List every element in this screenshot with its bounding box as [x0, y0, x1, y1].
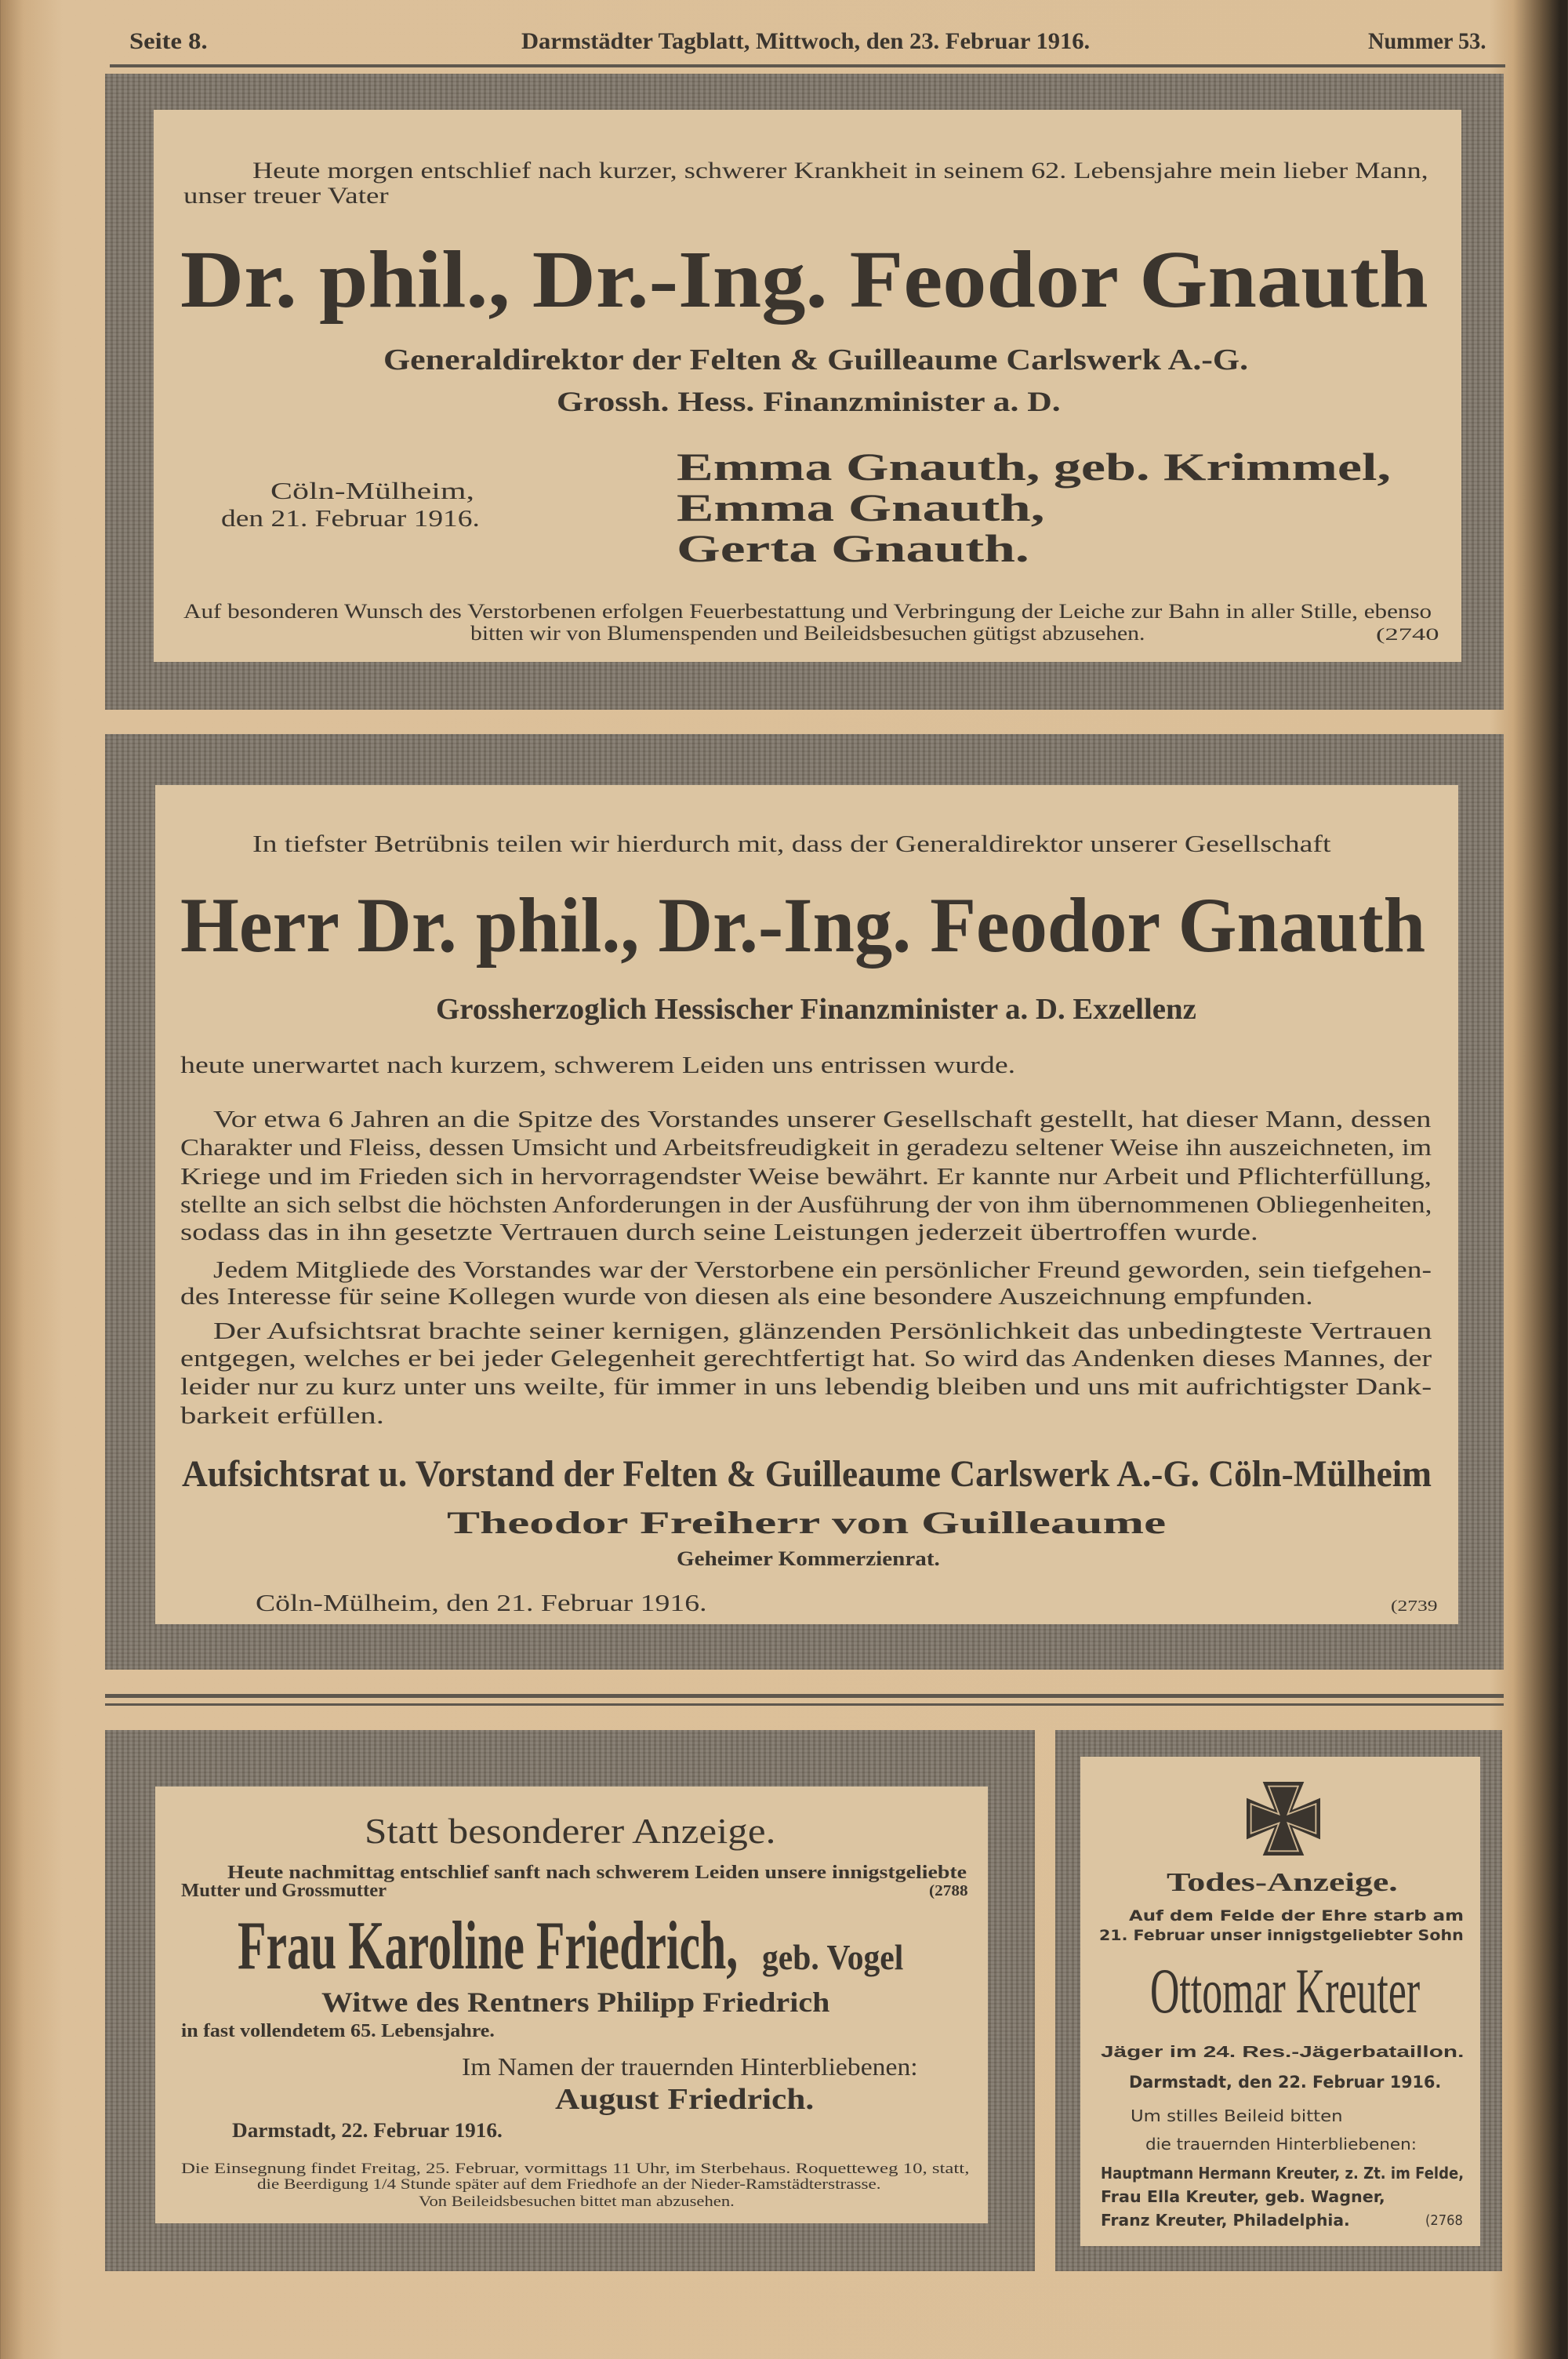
body-line-text: des Interesse für seine Kollegen wurde von diesen als eine besondere Auszeichnung empfunden.	[180, 1282, 1313, 1310]
notice-4-heading-text: Todes-Anzeige.	[1167, 1868, 1398, 1897]
notice-3-intro	[181, 1881, 387, 1900]
deceased-name-text: Frau Karoline Friedrich,	[238, 1908, 739, 1984]
divider	[105, 1694, 1504, 1698]
issue-number-text: Nummer 53.	[1368, 28, 1486, 54]
body-line	[180, 1374, 1432, 1398]
notice-3-footer-text: Von Beileidsbesuchen bittet man abzusehen.	[419, 2194, 735, 2210]
body-line	[180, 1135, 1432, 1159]
mourner-text: Gerta Gnauth.	[677, 526, 1029, 570]
body-line	[180, 1284, 1313, 1308]
place-date-text: Darmstadt, 22. Februar 1916.	[232, 2119, 503, 2142]
iron-cross-icon	[1247, 1782, 1320, 1856]
body-line-text: Charakter und Fleiss, dessen Umsicht und Arbeitsfreudigkeit in geradezu seltener Weise ihn auszeichneten, im	[180, 1133, 1432, 1161]
body-line	[180, 1219, 1258, 1244]
page-number	[129, 30, 208, 53]
mourner	[1101, 2189, 1385, 2205]
request	[1131, 2108, 1342, 2124]
on-behalf	[462, 2054, 918, 2079]
chairman	[447, 1507, 1166, 1539]
date	[221, 506, 480, 530]
maiden-name-text: geb. Vogel	[762, 1937, 904, 1977]
ad-reference-text: (2740	[1376, 624, 1439, 644]
deceased-name	[1150, 1955, 1421, 2026]
notice-3-heading	[365, 1813, 775, 1849]
body-line	[180, 1346, 1432, 1370]
page-number-text: Seite 8.	[129, 28, 208, 54]
deceased-name	[180, 881, 1426, 969]
chairman-text: Theodor Freiherr von Guilleaume	[447, 1505, 1167, 1540]
body-line-text: sodass das in ihn gesetzte Vertrauen durch seine Leistungen jederzeit übertroffen wurde.	[180, 1218, 1258, 1245]
notice-3-footer	[257, 2177, 880, 2192]
notice-2-lead	[180, 1052, 1015, 1077]
body-line-text: Vor etwa 6 Jahren an die Spitze des Vorstandes unserer Gesellschaft gestellt, hat dieser Mann, dessen	[213, 1105, 1432, 1132]
notice-1-intro-text: Heute morgen entschlief nach kurzer, schwerer Krankheit in seinem 62. Lebensjahre mein lieber Mann,	[252, 158, 1428, 184]
mourner	[1101, 2165, 1464, 2181]
ad-reference	[1376, 626, 1439, 643]
notice-3-intro	[227, 1863, 967, 1882]
ad-reference	[1425, 2214, 1463, 2228]
body-line	[213, 1107, 1432, 1131]
signature	[182, 1453, 1432, 1495]
body-line	[180, 1164, 1432, 1188]
signer-text: August Friedrich.	[555, 2083, 815, 2116]
divider	[105, 1703, 1504, 1706]
issue-number	[1368, 30, 1486, 53]
place-date-text: Darmstadt, den 22. Februar 1916.	[1129, 2073, 1442, 2092]
body-line-text: Jedem Mitgliede des Vorstandes war der Verstorbene ein persönlicher Freund geworden, sein tiefgehen-	[213, 1256, 1432, 1283]
notice-4-intro	[1099, 1928, 1464, 1943]
deceased-name-text: Dr. phil., Dr.-Ing. Feodor Gnauth	[180, 234, 1428, 325]
body-line-text: Der Aufsichtsrat brachte seiner kernigen, glänzenden Persönlichkeit das unbedingteste Vertrauen	[213, 1317, 1432, 1344]
notice-2-intro	[252, 831, 1330, 856]
body-line	[213, 1257, 1432, 1281]
notice-1-footer	[183, 602, 1432, 622]
deceased-name	[238, 1908, 739, 1984]
notice-2-intro-text: In tiefster Betrübnis teilen wir hierdurch mit, dass der Generaldirektor unserer Gesellschaft	[252, 830, 1331, 857]
notice-1-footer-text: Auf besonderen Wunsch des Verstorbenen erfolgen Feuerbestattung und Verbringung der Leiche zur Bahn in aller Stille, ebenso	[183, 600, 1432, 623]
body-line-text: barkeit erfüllen.	[180, 1401, 384, 1429]
mourners-label-text: die trauernden Hinterbliebenen:	[1145, 2135, 1417, 2154]
masthead	[521, 30, 1090, 53]
chairman-title-text: Geheimer Kommerzienrat.	[677, 1547, 940, 1570]
notice-4-heading	[1167, 1870, 1398, 1896]
ad-reference	[1391, 1598, 1438, 1614]
body-line-text: leider nur zu kurz unter uns weilte, für immer in uns lebendig bleiben und uns mit aufrichtigster Dank-	[180, 1372, 1432, 1400]
mourner-text: Franz Kreuter, Philadelphia.	[1101, 2211, 1350, 2230]
age	[181, 2022, 495, 2041]
deceased-title	[436, 994, 1196, 1024]
deceased-name	[180, 234, 1428, 325]
mourner	[677, 526, 1029, 570]
notice-4-intro-text: Auf dem Felde der Ehre starb am	[1129, 1907, 1464, 1925]
date-text: den 21. Februar 1916.	[221, 504, 480, 532]
deceased-title	[557, 387, 1061, 416]
notice-1-footer-text: bitten wir von Blumenspenden und Beileidsbesuchen gütigst abzusehen.	[470, 622, 1145, 645]
deceased-title-text: Witwe des Rentners Philipp Friedrich	[321, 1986, 830, 2018]
notice-3-intro-text: Mutter und Grossmutter	[181, 1881, 387, 1901]
mourner-text: Emma Gnauth, geb. Krimmel,	[677, 445, 1391, 489]
mourner	[1101, 2212, 1350, 2228]
body-line-text: stellte an sich selbst die höchsten Anforderungen in der Ausführung der von ihm übernommenen Obliegenheiten,	[180, 1190, 1432, 1218]
body-line	[180, 1403, 384, 1427]
mourner	[677, 445, 1391, 489]
notice-4-intro	[1129, 1909, 1464, 1924]
place-date	[256, 1590, 707, 1615]
place-date	[1129, 2074, 1441, 2091]
on-behalf-text: Im Namen der trauernden Hinterbliebenen:	[462, 2052, 918, 2081]
rank-text: Jäger im 24. Res.-Jägerbataillon.	[1101, 2044, 1465, 2061]
notice-1-footer	[470, 623, 1145, 644]
place-date	[232, 2121, 503, 2141]
notice-3-footer	[419, 2194, 735, 2209]
notice-2-lead-text: heute unerwartet nach kurzem, schwerem Leiden uns entrissen wurde.	[180, 1051, 1016, 1078]
body-line	[180, 1192, 1432, 1216]
deceased-title	[321, 1988, 829, 2016]
notice-4-intro-text: 21. Februar unser innigstgeliebter Sohn	[1099, 1927, 1464, 1944]
notice-1-intro-text: unser treuer Vater	[183, 183, 389, 209]
rank	[1101, 2045, 1464, 2060]
notice-3-footer-text: die Beerdigung 1/4 Stunde später auf dem Friedhofe an der Nieder-Ramstädterstrasse.	[257, 2176, 881, 2193]
place	[270, 478, 474, 503]
mourner-text: Emma Gnauth,	[677, 485, 1045, 529]
notice-1-intro	[252, 159, 1428, 183]
age-text: in fast vollendetem 65. Lebensjahre.	[181, 2021, 495, 2041]
deceased-title-text: Generaldirektor der Felten & Guilleaume Carlswerk A.-G.	[383, 343, 1249, 376]
ad-reference-text: (2739	[1391, 1598, 1438, 1615]
mourner-text: Hauptmann Hermann Kreuter, z. Zt. im Felde,	[1101, 2164, 1465, 2183]
deceased-name-text: Ottomar Kreuter	[1150, 1955, 1421, 2026]
place-text: Cöln-Mülheim,	[270, 477, 475, 504]
chairman-title	[677, 1549, 940, 1569]
maiden-name	[762, 1939, 903, 1976]
deceased-name-text: Herr Dr. phil., Dr.-Ing. Feodor Gnauth	[180, 881, 1426, 969]
ad-reference	[929, 1883, 968, 1899]
body-line	[213, 1318, 1432, 1343]
notice-1-intro	[183, 184, 389, 208]
deceased-title	[383, 345, 1248, 375]
mourner-text: Frau Ella Kreuter, geb. Wagner,	[1101, 2187, 1385, 2206]
ad-reference-text: (2788	[929, 1882, 968, 1899]
masthead-text: Darmstädter Tagblatt, Mittwoch, den 23. Februar 1916.	[521, 28, 1091, 54]
deceased-title-text: Grossh. Hess. Finanzminister a. D.	[557, 386, 1061, 417]
request-text: Um stilles Beileid bitten	[1131, 2106, 1343, 2125]
mourner	[677, 485, 1045, 529]
body-line-text: entgegen, welches er bei jeder Gelegenheit gerechtfertigt hat. So wird das Andenken dieses Mannes, der	[180, 1344, 1432, 1372]
body-line-text: Kriege und im Frieden sich in hervorragendster Weise bewährt. Er kannte nur Arbeit und Pflichterfüllung,	[180, 1162, 1432, 1190]
mourners-label	[1145, 2136, 1417, 2152]
deceased-title-text: Grossherzoglich Hessischer Finanzminister a. D. Exzellenz	[436, 993, 1196, 1026]
notice-3-footer	[181, 2161, 969, 2176]
signature-text: Aufsichtsrat u. Vorstand der Felten & Guilleaume Carlswerk A.-G. Cöln-Mülheim	[182, 1453, 1432, 1495]
notice-3-footer-text: Die Einsegnung findet Freitag, 25. Februar, vormittags 11 Uhr, im Sterbehaus. Roquetteweg 10, statt,	[181, 2161, 970, 2177]
header-rule	[110, 64, 1505, 67]
notice-3-intro-text: Heute nachmittag entschlief sanft nach schwerem Leiden unsere innigstgeliebte	[227, 1863, 967, 1883]
notice-3-heading-text: Statt besonderer Anzeige.	[365, 1811, 776, 1851]
signer	[555, 2085, 814, 2114]
place-date-text: Cöln-Mülheim, den 21. Februar 1916.	[256, 1589, 707, 1616]
ad-reference-text: (2768	[1425, 2212, 1463, 2229]
